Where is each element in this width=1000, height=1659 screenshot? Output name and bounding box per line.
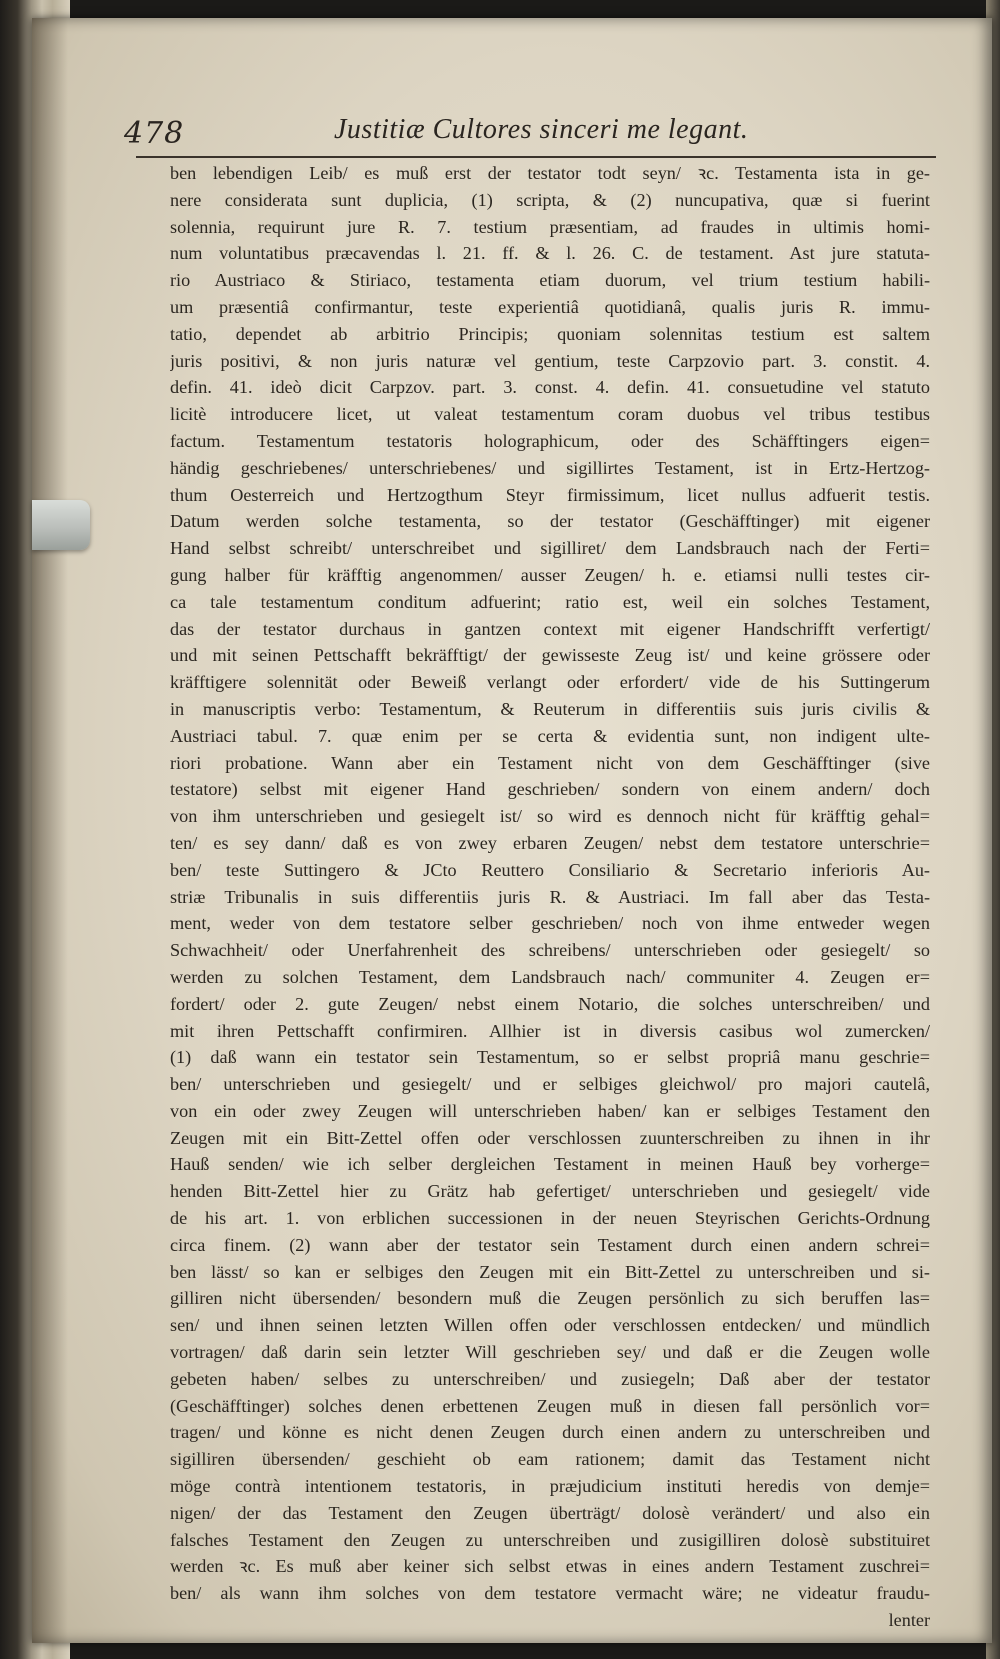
text-line: circa finem. (2) wann aber der testator sein Testament durch einen andern schrei= xyxy=(170,1234,930,1255)
text-line: von ihm unterschrieben und gesiegelt ist/ so wird es dennoch nicht für kräfftig gehal= xyxy=(170,806,930,827)
page-number: 478 xyxy=(124,116,185,151)
text-line: fordert/ oder 2. gute Zeugen/ nebst einem Notario, die solches unterschreiben/ und xyxy=(170,993,930,1014)
text-line: Austriaci tabul. 7. quæ enim per se certa & evidentia sunt, non indigent ulte- xyxy=(170,725,930,746)
text-line: vortragen/ daß darin sein letzter Will geschrieben sey/ und daß er die Zeugen wolle xyxy=(170,1342,930,1363)
text-line: licitè introducere licet, ut valeat testamentum coram duobus vel tribus testibus xyxy=(170,404,930,425)
text-line: factum. Testamentum testatoris holographicum, oder des Schäfftingers eigen= xyxy=(170,430,930,451)
text-line: Zeugen mit ein Bitt-Zettel offen oder verschlossen zuunterschreiben zu ihnen in ihr xyxy=(170,1127,930,1148)
text-line: striæ Tribunalis in suis differentiis juris R. & Austriaci. Im fall aber das Testa- xyxy=(170,886,930,907)
text-line: (1) daß wann ein testator sein Testamentum, so er selbst propriâ manu geschrie= xyxy=(170,1047,930,1068)
text-line: Hand selbst schreibt/ unterschreibet und sigilliret/ dem Landsbrauch nach der Ferti= xyxy=(170,538,930,559)
text-line: gebeten haben/ selbes zu unterschreiben/ und zusiegeln; Daß aber der testator xyxy=(170,1368,930,1389)
text-line: werden ꝛc. Es muß aber keiner sich selbst etwas in eines andern Testament zuschrei= xyxy=(170,1556,930,1577)
text-line: ben/ als wann ihm solches von dem testatore vermacht wäre; ne videatur fraudu- xyxy=(170,1583,930,1604)
text-line: gilliren nicht übersenden/ besondern muß die Zeugen persönlich zu sich beruffen las= xyxy=(170,1288,930,1309)
text-line: Datum werden solche testamenta, so der testator (Geschäfftinger) mit eigener xyxy=(170,511,930,532)
text-line: thum Oesterreich und Hertzogthum Steyr firmissimum, licet nullus adfuerit testis. xyxy=(170,484,930,505)
text-line: ca tale testamentum conditum adfuerint; ratio est, weil ein solches Testament, xyxy=(170,591,930,612)
text-line: sen/ und ihnen seinen letzten Willen offen oder verschlossen entdecken/ und mündlich xyxy=(170,1315,930,1336)
text-line: rio Austriaco & Stiriaco, testamenta etiam duorum, vel trium testium habili- xyxy=(170,270,930,291)
running-head: Justitiæ Cultores sinceri me legant. xyxy=(334,114,749,145)
text-line: Schwachheit/ oder Unerfahrenheit des schreibens/ unterschrieben oder gesiegelt/ so xyxy=(170,940,930,961)
text-line: tatio, dependet ab arbitrio Principis; quoniam solennitas testium est saltem xyxy=(170,323,930,344)
text-line: ben lässt/ so kan er selbiges den Zeugen mit ein Bitt-Zettel zu unterschreiben und si- xyxy=(170,1261,930,1282)
text-line: num voluntatibus præcavendas l. 21. ff. & l. 26. C. de testament. Ast jure statuta- xyxy=(170,243,930,264)
text-line: mit ihren Pettschafft confirmiren. Allhier ist in diversis casibus wol zumercken/ xyxy=(170,1020,930,1041)
text-line: möge contrà intentionem testatoris, in præjudicium instituti heredis von demje= xyxy=(170,1476,930,1497)
text-line: händig geschriebenes/ unterschriebenes/ und sigillirtes Testament, ist in Ertz-Hertzog- xyxy=(170,457,930,478)
text-line: nigen/ der das Testament den Zeugen überträgt/ dolosè verändert/ und also ein xyxy=(170,1502,930,1523)
text-line: testatore) selbst mit eigener Hand geschrieben/ sondern von einem andern/ doch xyxy=(170,779,930,800)
text-line: lenter xyxy=(888,1610,930,1631)
text-line: werden zu solchen Testament, dem Landsbrauch nach/ communiter 4. Zeugen er= xyxy=(170,966,930,987)
text-line: kräfftigere solennität oder Beweiß verlangt oder erfordert/ vide de his Suttingerum xyxy=(170,672,930,693)
text-line: in manuscriptis verbo: Testamentum, & Reuterum in differentiis suis juris civilis & xyxy=(170,698,930,719)
text-line: ment, weder von dem testatore selber geschrieben/ noch von ihme entweder wegen xyxy=(170,913,930,934)
text-line: de his art. 1. von erblichen successionen in der neuen Steyrischen Gerichts-Ordnung xyxy=(170,1208,930,1229)
body-text xyxy=(170,160,950,1634)
text-line: von ein oder zwey Zeugen will unterschrieben haben/ kan er selbiges Testament den xyxy=(170,1100,930,1121)
text-line: und mit seinen Pettschafft bekräfftigt/ der gewisseste Zeug ist/ und keine grössere oder xyxy=(170,645,930,666)
text-line: juris positivi, & non juris naturæ vel gentium, teste Carpzovio part. 3. constit. 4. xyxy=(170,350,930,371)
text-line: tragen/ und könne es nicht denen Zeugen durch einen andern zu unterschreiben und xyxy=(170,1422,930,1443)
text-line: ben/ teste Suttingero & JCto Reuttero Consiliario & Secretario inferioris Au- xyxy=(170,859,930,880)
text-line: falsches Testament den Zeugen zu unterschreiben und zusigilliren dolosè substituiret xyxy=(170,1529,930,1550)
page-header xyxy=(124,108,934,152)
text-line: ben lebendigen Leib/ es muß erst der testator todt seyn/ ꝛc. Testamenta ista in ge- xyxy=(170,163,930,183)
text-line: ten/ es sey dann/ daß es von zwey erbaren Zeugen/ nebst dem testatore unterschrie= xyxy=(170,832,930,853)
text-line: defin. 41. ideò dicit Carpzov. part. 3. const. 4. defin. 41. consuetudine vel statuto xyxy=(170,377,930,398)
text-line: Hauß senden/ wie ich selber dergleichen Testament in meinen Hauß bey vorherge= xyxy=(170,1154,930,1175)
text-line: um præsentiâ confirmantur, teste experientiâ quotidianâ, qualis juris R. immu- xyxy=(170,296,930,317)
header-rule xyxy=(136,156,936,158)
text-line: das der testator durchaus in gantzen context mit eigener Handschrifft verfertigt/ xyxy=(170,618,930,639)
text-line: riori probatione. Wann aber ein Testament nicht von dem Geschäfftinger (sive xyxy=(170,752,930,773)
text-line: gung halber für kräfftig angenommen/ ausser Zeugen/ h. e. etiamsi nulli testes cir- xyxy=(170,564,930,585)
text-line: nere considerata sunt duplicia, (1) scripta, & (2) nuncupativa, quæ si fuerint xyxy=(170,189,930,210)
page-clip xyxy=(32,500,90,550)
text-line: (Geschäfftinger) solches denen erbettenen Zeugen muß in diesen fall persönlich vor= xyxy=(170,1395,930,1416)
text-line: henden Bitt-Zettel hier zu Grätz hab gefertiget/ unterschrieben und gesiegelt/ vide xyxy=(170,1181,930,1202)
text-line: solennia, requirunt jure R. 7. testium præsentiam, ad fraudes in ultimis homi- xyxy=(170,216,930,237)
text-line: ben/ unterschrieben und gesiegelt/ und er selbiges gleichwol/ pro majori cautelâ, xyxy=(170,1074,930,1095)
text-line: sigilliren übersenden/ geschieht ob eam rationem; damit das Testament nicht xyxy=(170,1449,930,1470)
